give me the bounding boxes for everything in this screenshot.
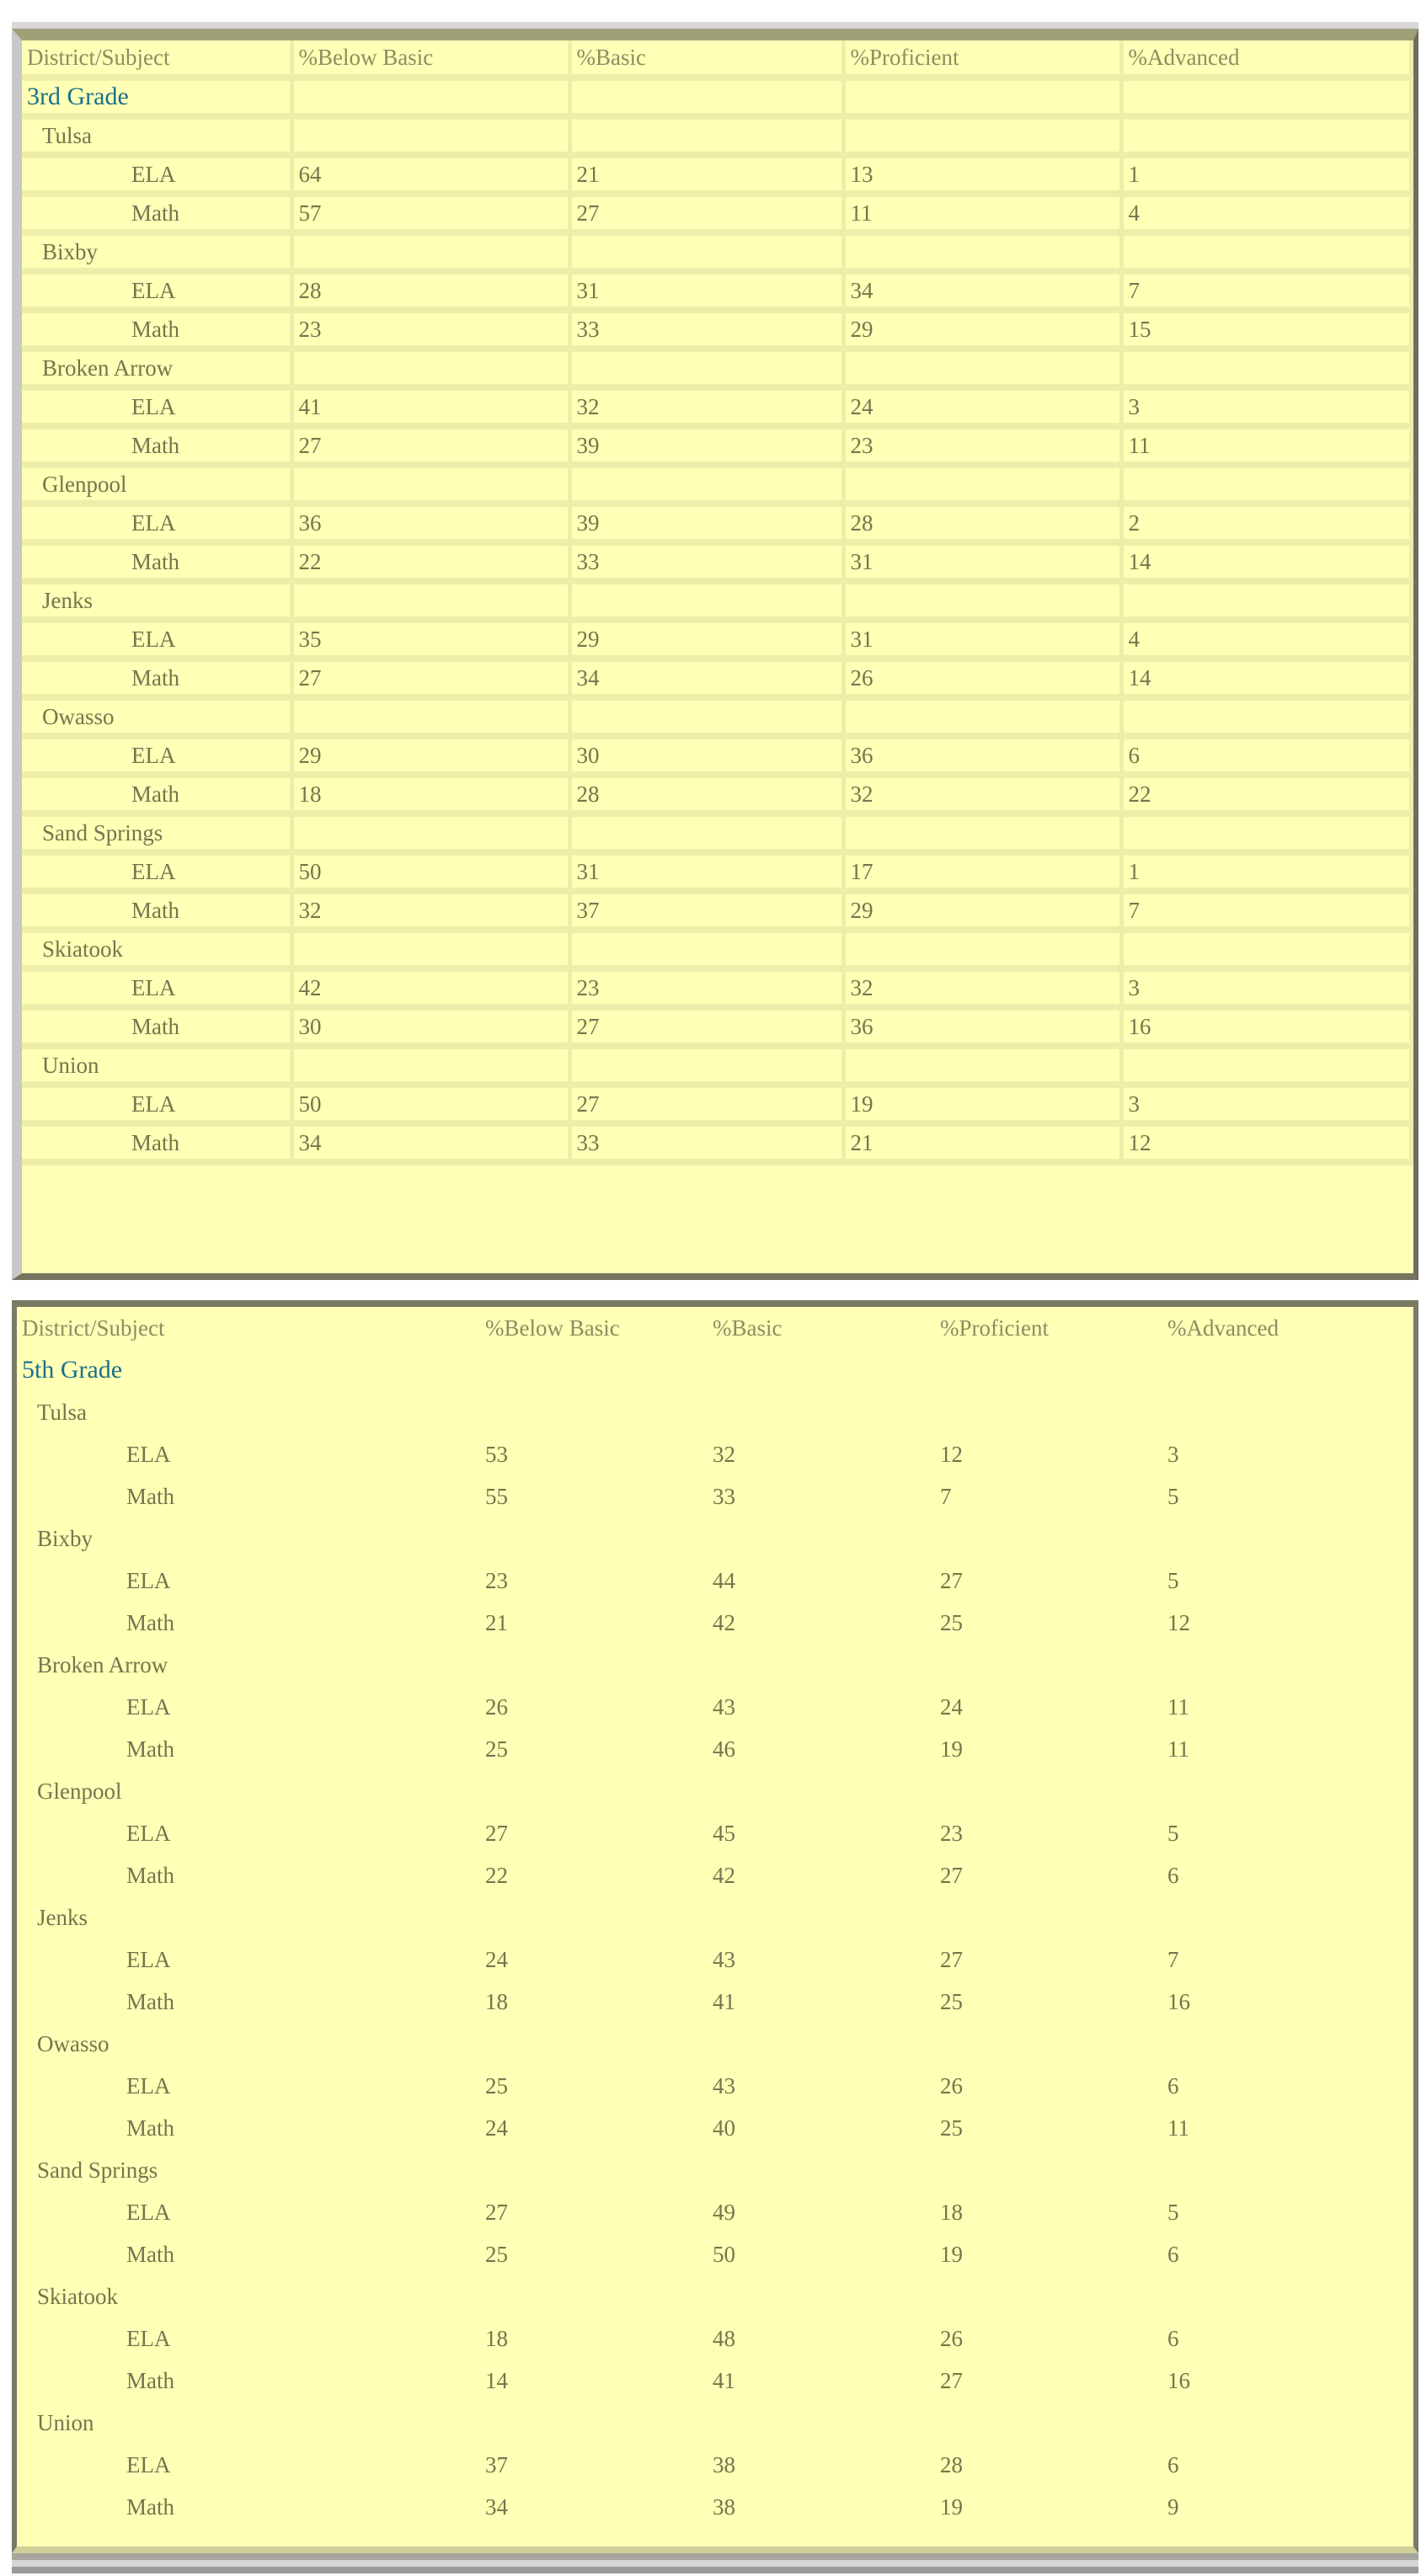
- advanced-value: 6: [1167, 2072, 1179, 2099]
- basic-value: 31: [569, 852, 843, 891]
- below-basic-value: 24: [485, 1946, 508, 1972]
- advanced-value: 3: [1121, 1085, 1412, 1123]
- advanced-value: 5: [1167, 1483, 1179, 1509]
- subject-name: Math: [22, 542, 291, 581]
- advanced-value: 11: [1121, 426, 1412, 465]
- proficient-value: 19: [843, 1085, 1121, 1123]
- subject-row: [17, 2360, 1413, 2402]
- proficient-value: 32: [843, 775, 1121, 813]
- proficient-value: 19: [940, 2241, 963, 2267]
- advanced-value: 22: [1121, 775, 1412, 813]
- basic-value: 27: [569, 194, 843, 232]
- district-name: Tulsa: [22, 116, 291, 155]
- proficient-value: 34: [843, 271, 1121, 310]
- subject-row: [22, 891, 1412, 930]
- basic-value: 34: [569, 659, 843, 697]
- below-basic-value: 22: [485, 1862, 508, 1888]
- grade-title: 5th Grade: [22, 1356, 123, 1384]
- subject-name: Math: [126, 2241, 174, 2267]
- subject-row: [17, 1854, 1413, 1896]
- proficient-value: 31: [843, 620, 1121, 659]
- below-basic-value: 24: [485, 2115, 508, 2141]
- below-basic-value: 25: [485, 2072, 508, 2099]
- col-proficient: %Proficient: [843, 40, 1121, 77]
- subject-name: Math: [22, 1007, 291, 1046]
- district-row: [17, 1644, 1413, 1686]
- below-basic-value: 34: [291, 1123, 569, 1162]
- basic-value: 33: [713, 1483, 735, 1509]
- proficient-value: 28: [843, 504, 1121, 542]
- below-basic-value: 25: [485, 2241, 508, 2267]
- district-row: [17, 1770, 1413, 1812]
- basic-value: 29: [569, 620, 843, 659]
- subject-row: [17, 1728, 1413, 1770]
- subject-row: [17, 2233, 1413, 2275]
- subject-name: ELA: [126, 1567, 171, 1593]
- district-row: [17, 1517, 1413, 1560]
- proficient-value: 19: [940, 1736, 963, 1762]
- district-row: [22, 930, 1412, 968]
- district-row: [22, 465, 1412, 504]
- advanced-value: 4: [1121, 620, 1412, 659]
- below-basic-value: 32: [291, 891, 569, 930]
- basic-value: 27: [569, 1085, 843, 1123]
- advanced-value: 6: [1167, 2451, 1179, 2477]
- subject-row: [17, 1812, 1413, 1854]
- advanced-value: 5: [1167, 2199, 1179, 2225]
- subject-row: [22, 542, 1412, 581]
- advanced-value: 11: [1167, 1693, 1189, 1720]
- advanced-value: 5: [1167, 1820, 1179, 1846]
- below-basic-value: 29: [291, 736, 569, 775]
- subject-row: [22, 775, 1412, 813]
- below-basic-value: 27: [485, 1820, 508, 1846]
- basic-value: 27: [569, 1007, 843, 1046]
- subject-name: ELA: [126, 2199, 171, 2225]
- grade3-panel: [12, 29, 1418, 1280]
- basic-value: 21: [569, 155, 843, 194]
- col-below-basic: %Below Basic: [291, 40, 569, 77]
- advanced-value: 16: [1167, 1988, 1190, 2014]
- subject-name: Math: [126, 1862, 174, 1888]
- proficient-value: 29: [843, 310, 1121, 349]
- below-basic-value: 42: [291, 968, 569, 1007]
- below-basic-value: 27: [291, 426, 569, 465]
- advanced-value: 9: [1167, 2493, 1179, 2520]
- basic-value: 31: [569, 271, 843, 310]
- subject-row: [22, 852, 1412, 891]
- proficient-value: 23: [843, 426, 1121, 465]
- subject-name: ELA: [126, 2451, 171, 2477]
- col-advanced: %Advanced: [1121, 40, 1412, 77]
- subject-row: [17, 2191, 1413, 2233]
- subject-row: [22, 194, 1412, 232]
- advanced-value: 6: [1121, 736, 1412, 775]
- advanced-value: 3: [1167, 1441, 1179, 1467]
- subject-name: ELA: [22, 387, 291, 426]
- subject-name: ELA: [22, 1085, 291, 1123]
- col-below-basic: %Below Basic: [485, 1315, 620, 1341]
- basic-value: 30: [569, 736, 843, 775]
- subject-name: ELA: [22, 968, 291, 1007]
- proficient-value: 26: [940, 2072, 963, 2099]
- district-name: Owasso: [22, 697, 291, 736]
- basic-value: 32: [713, 1441, 735, 1467]
- advanced-value: 12: [1167, 1609, 1190, 1635]
- advanced-value: 7: [1121, 891, 1412, 930]
- subject-name: ELA: [22, 271, 291, 310]
- proficient-value: 23: [940, 1820, 963, 1846]
- proficient-value: 32: [843, 968, 1121, 1007]
- proficient-value: 27: [940, 1567, 963, 1593]
- proficient-value: 28: [940, 2451, 963, 2477]
- grade5-panel: [12, 1300, 1418, 2553]
- below-basic-value: 23: [485, 1567, 508, 1593]
- advanced-value: 1: [1121, 155, 1412, 194]
- proficient-value: 17: [843, 852, 1121, 891]
- subject-name: ELA: [22, 736, 291, 775]
- below-basic-value: 34: [485, 2493, 508, 2520]
- basic-value: 33: [569, 542, 843, 581]
- grade5-table: [17, 1307, 1413, 2528]
- basic-value: 40: [713, 2115, 735, 2141]
- proficient-value: 25: [940, 1988, 963, 2014]
- subject-row: [17, 2486, 1413, 2528]
- subject-row: [22, 1007, 1412, 1046]
- district-row: [22, 116, 1412, 155]
- proficient-value: 11: [843, 194, 1121, 232]
- subject-row: [22, 387, 1412, 426]
- district-name: Tulsa: [37, 1399, 88, 1425]
- proficient-value: 7: [940, 1483, 952, 1509]
- advanced-value: 14: [1121, 542, 1412, 581]
- below-basic-value: 37: [485, 2451, 508, 2477]
- basic-value: 28: [569, 775, 843, 813]
- below-basic-value: 28: [291, 271, 569, 310]
- below-basic-value: 57: [291, 194, 569, 232]
- header-row: [17, 1307, 1413, 1349]
- col-basic: %Basic: [713, 1315, 783, 1341]
- proficient-value: 36: [843, 1007, 1121, 1046]
- basic-value: 23: [569, 968, 843, 1007]
- below-basic-value: 25: [485, 1736, 508, 1762]
- proficient-value: 27: [940, 1862, 963, 1888]
- below-basic-value: 26: [485, 1693, 508, 1720]
- proficient-value: 31: [843, 542, 1121, 581]
- subject-name: ELA: [126, 1441, 171, 1467]
- below-basic-value: 50: [291, 1085, 569, 1123]
- below-basic-value: 18: [291, 775, 569, 813]
- basic-value: 39: [569, 504, 843, 542]
- district-name: Sand Springs: [37, 2157, 158, 2183]
- subject-row: [22, 1085, 1412, 1123]
- advanced-value: 3: [1121, 968, 1412, 1007]
- subject-row: [22, 968, 1412, 1007]
- below-basic-value: 55: [485, 1483, 508, 1509]
- advanced-value: 6: [1167, 2325, 1179, 2351]
- header-row: [22, 40, 1412, 77]
- subject-name: ELA: [126, 2072, 171, 2099]
- below-basic-value: 36: [291, 504, 569, 542]
- subject-row: [22, 620, 1412, 659]
- subject-row: [17, 2107, 1413, 2149]
- below-basic-value: 22: [291, 542, 569, 581]
- district-name: Glenpool: [22, 465, 291, 504]
- district-row: [22, 813, 1412, 852]
- advanced-value: 11: [1167, 1736, 1189, 1762]
- advanced-value: 1: [1121, 852, 1412, 891]
- district-row: [17, 2275, 1413, 2317]
- below-basic-value: 21: [485, 1609, 508, 1635]
- proficient-value: 29: [843, 891, 1121, 930]
- basic-value: 42: [713, 1862, 735, 1888]
- proficient-value: 21: [843, 1123, 1121, 1162]
- advanced-value: 7: [1167, 1946, 1179, 1972]
- district-name: Glenpool: [37, 1778, 122, 1804]
- subject-name: ELA: [126, 1693, 171, 1720]
- below-basic-value: 64: [291, 155, 569, 194]
- subject-name: ELA: [126, 1820, 171, 1846]
- advanced-value: 11: [1167, 2115, 1189, 2141]
- basic-value: 33: [569, 1123, 843, 1162]
- proficient-value: 13: [843, 155, 1121, 194]
- subject-row: [22, 659, 1412, 697]
- col-advanced: %Advanced: [1167, 1315, 1279, 1341]
- below-basic-value: 50: [291, 852, 569, 891]
- grade-title-row: [17, 1349, 1413, 1391]
- district-name: Bixby: [22, 232, 291, 271]
- advanced-value: 12: [1121, 1123, 1412, 1162]
- district-name: Jenks: [22, 581, 291, 620]
- advanced-value: 6: [1167, 1862, 1179, 1888]
- district-row: [17, 2023, 1413, 2065]
- basic-value: 41: [713, 1988, 735, 2014]
- grade3-body: [22, 77, 1412, 1162]
- basic-value: 33: [569, 310, 843, 349]
- below-basic-value: 27: [291, 659, 569, 697]
- below-basic-value: 27: [485, 2199, 508, 2225]
- subject-name: ELA: [126, 1946, 171, 1972]
- subject-name: Math: [126, 2115, 174, 2141]
- subject-name: Math: [126, 2493, 174, 2520]
- basic-value: 50: [713, 2241, 735, 2267]
- subject-row: [17, 1433, 1413, 1475]
- basic-value: 41: [713, 2367, 735, 2393]
- advanced-value: 6: [1167, 2241, 1179, 2267]
- subject-name: Math: [126, 1483, 174, 1509]
- subject-row: [22, 504, 1412, 542]
- below-basic-value: 18: [485, 1988, 508, 2014]
- subject-name: Math: [22, 310, 291, 349]
- subject-row: [17, 2317, 1413, 2360]
- advanced-value: 7: [1121, 271, 1412, 310]
- subject-row: [17, 1560, 1413, 1602]
- col-basic: %Basic: [569, 40, 843, 77]
- district-row: [17, 1391, 1413, 1433]
- advanced-value: 15: [1121, 310, 1412, 349]
- subject-row: [17, 2444, 1413, 2486]
- subject-row: [17, 2065, 1413, 2107]
- grade-title: 3rd Grade: [22, 77, 291, 116]
- subject-name: Math: [22, 891, 291, 930]
- subject-name: ELA: [22, 155, 291, 194]
- grade5-body: [17, 1349, 1413, 2528]
- basic-value: 45: [713, 1820, 735, 1846]
- proficient-value: 26: [940, 2325, 963, 2351]
- district-name: Union: [22, 1046, 291, 1085]
- district-name: Broken Arrow: [37, 1651, 168, 1677]
- subject-row: [17, 1475, 1413, 1517]
- subject-row: [22, 1123, 1412, 1162]
- district-name: Broken Arrow: [22, 349, 291, 387]
- subject-row: [17, 1686, 1413, 1728]
- advanced-value: 16: [1121, 1007, 1412, 1046]
- below-basic-value: 41: [291, 387, 569, 426]
- district-row: [17, 2149, 1413, 2191]
- subject-name: ELA: [22, 504, 291, 542]
- advanced-value: 2: [1121, 504, 1412, 542]
- advanced-value: 14: [1121, 659, 1412, 697]
- basic-value: 44: [713, 1567, 735, 1593]
- subject-name: Math: [126, 2367, 174, 2393]
- advanced-value: 4: [1121, 194, 1412, 232]
- basic-value: 38: [713, 2451, 735, 2477]
- district-row: [22, 349, 1412, 387]
- col-proficient: %Proficient: [940, 1315, 1049, 1341]
- proficient-value: 24: [843, 387, 1121, 426]
- proficient-value: 26: [843, 659, 1121, 697]
- basic-value: 49: [713, 2199, 735, 2225]
- proficient-value: 36: [843, 736, 1121, 775]
- district-row: [22, 697, 1412, 736]
- subject-name: Math: [22, 659, 291, 697]
- advanced-value: 16: [1167, 2367, 1190, 2393]
- subject-row: [22, 271, 1412, 310]
- subject-name: ELA: [126, 2325, 171, 2351]
- district-row: [22, 232, 1412, 271]
- subject-name: Math: [22, 194, 291, 232]
- col-district-subject: District/Subject: [22, 40, 291, 77]
- subject-name: ELA: [22, 852, 291, 891]
- below-basic-value: 35: [291, 620, 569, 659]
- proficient-value: 19: [940, 2493, 963, 2520]
- proficient-value: 25: [940, 2115, 963, 2141]
- proficient-value: 18: [940, 2199, 963, 2225]
- advanced-value: 5: [1167, 1567, 1179, 1593]
- basic-value: 38: [713, 2493, 735, 2520]
- basic-value: 39: [569, 426, 843, 465]
- advanced-value: 3: [1121, 387, 1412, 426]
- subject-name: Math: [126, 1609, 174, 1635]
- district-row: [17, 1896, 1413, 1939]
- proficient-value: 12: [940, 1441, 963, 1467]
- col-district-subject: District/Subject: [22, 1315, 165, 1341]
- basic-value: 32: [569, 387, 843, 426]
- basic-value: 43: [713, 1693, 735, 1720]
- subject-name: Math: [22, 775, 291, 813]
- subject-name: Math: [22, 426, 291, 465]
- below-basic-value: 53: [485, 1441, 508, 1467]
- subject-row: [22, 310, 1412, 349]
- district-name: Owasso: [37, 2030, 110, 2056]
- subject-row: [17, 1939, 1413, 1981]
- subject-name: ELA: [22, 620, 291, 659]
- basic-value: 37: [569, 891, 843, 930]
- subject-row: [22, 736, 1412, 775]
- subject-row: [22, 155, 1412, 194]
- proficient-value: 24: [940, 1693, 963, 1720]
- subject-row: [17, 1981, 1413, 2023]
- district-name: Skiatook: [22, 930, 291, 968]
- district-name: Union: [37, 2409, 94, 2435]
- subject-row: [17, 1602, 1413, 1644]
- subject-name: Math: [126, 1988, 174, 2014]
- basic-value: 42: [713, 1609, 735, 1635]
- proficient-value: 27: [940, 2367, 963, 2393]
- below-basic-value: 23: [291, 310, 569, 349]
- district-name: Jenks: [37, 1904, 88, 1930]
- basic-value: 43: [713, 1946, 735, 1972]
- proficient-value: 27: [940, 1946, 963, 1972]
- grade3-table: [22, 40, 1413, 1165]
- grade-title-row: [22, 77, 1412, 116]
- district-name: Skiatook: [37, 2283, 119, 2309]
- proficient-value: 25: [940, 1609, 963, 1635]
- district-row: [22, 1046, 1412, 1085]
- district-name: Sand Springs: [22, 813, 291, 852]
- basic-value: 48: [713, 2325, 735, 2351]
- district-row: [22, 581, 1412, 620]
- below-basic-value: 18: [485, 2325, 508, 2351]
- subject-name: Math: [22, 1123, 291, 1162]
- basic-value: 46: [713, 1736, 735, 1762]
- district-row: [17, 2402, 1413, 2444]
- below-basic-value: 14: [485, 2367, 508, 2393]
- below-basic-value: 30: [291, 1007, 569, 1046]
- district-name: Bixby: [37, 1525, 93, 1551]
- subject-row: [22, 426, 1412, 465]
- subject-name: Math: [126, 1736, 174, 1762]
- basic-value: 43: [713, 2072, 735, 2099]
